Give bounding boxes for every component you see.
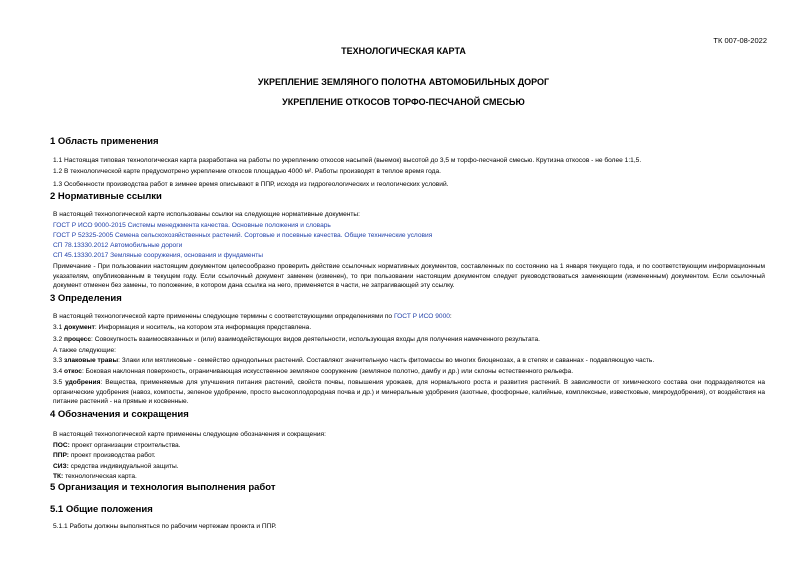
definition-text: : Вещества, применяемые для улучшения питания растений, свойств почвы, повышения урожаев, для нормального роста и развития растений. В зависимости от химического состава они подразделяются на органические удобрения (навоз, компосты, зеленое удобрение, просто высокоплодородная почва и др.) и минеральные удобрения (азотные, фосфорные, калийные, комплексные, известковые, микроудобрения), от воздействия на питание растений - на прямые и косвенные.: [53, 379, 765, 406]
definition-term: откос: [64, 368, 82, 375]
abbreviation-siz: [53, 462, 765, 472]
definition-document: [53, 323, 765, 333]
definition-term: процесс: [64, 336, 92, 343]
section-5-1-heading: 5.1 Общие положения: [50, 504, 153, 515]
section-5-heading: 5 Организация и технология выполнения работ: [50, 482, 276, 493]
definition-slope: [53, 367, 765, 377]
definition-process: [53, 335, 765, 345]
abbreviation-tk: [53, 472, 765, 482]
section-4-intro: В настоящей технологической карте применены следующие обозначения и сокращения:: [53, 431, 326, 438]
reference-link-gost-iso-9000[interactable]: ГОСТ Р ИСО 9000-2015 Системы менеджмента качества. Основные положения и словарь: [53, 222, 331, 229]
section-3-intro: В настоящей технологической карте применены следующие термины с соответствующими определениями по ГОСТ Р ИСО 9000:: [53, 313, 452, 320]
abbreviation-text: средства индивидуальной защиты.: [68, 463, 179, 470]
abbreviation-text: проект организации строительства.: [69, 442, 181, 449]
definition-text: : Информация и носитель, на котором эта информация представлена.: [94, 324, 312, 331]
section-2-heading: 2 Нормативные ссылки: [50, 191, 162, 202]
definition-text: : Злаки или мятликовые - семейство однодольных растений. Составляют значительную часть фитомассы во многих биоценозах, а в степях и саваннах - подавляющую часть.: [118, 357, 655, 364]
definition-number: 3.3: [53, 357, 63, 364]
definition-grasses: [53, 356, 765, 366]
reference-link-gost-52325[interactable]: ГОСТ Р 52325-2005 Семена сельскохозяйственных растений. Сортовые и посевные качества. Общие технические условия: [53, 232, 433, 239]
section-2-intro: В настоящей технологической карте использованы ссылки на следующие нормативные документы:: [53, 211, 360, 218]
definition-text: : Боковая наклонная поверхность, ограничивающая искусственное земляное сооружение (земляное полотно, дамбу и др.) или склоны естественного рельефа.: [81, 368, 574, 375]
reference-link-sp-78[interactable]: СП 78.13330.2012 Автомобильные дороги: [53, 242, 183, 249]
definition-number: 3.4: [53, 368, 63, 375]
definitions-also-label: А также следующие:: [53, 347, 117, 354]
abbreviation-term: СИЗ:: [53, 463, 69, 470]
section-4-heading: 4 Обозначения и сокращения: [50, 409, 189, 420]
definition-number: 3.5: [53, 379, 63, 386]
definition-number: 3.1: [53, 324, 63, 331]
abbreviation-pos: [53, 441, 765, 451]
definition-term: удобрения: [65, 379, 101, 386]
section-3-heading: 3 Определения: [50, 293, 122, 304]
document-subtitle-2: УКРЕПЛЕНИЕ ОТКОСОВ ТОРФО-ПЕСЧАНОЙ СМЕСЬЮ: [282, 97, 525, 107]
definition-term: злаковые травы: [64, 357, 119, 364]
section-1-paragraph-3: 1.3 Особенности производства работ в зимнее время описывают в ППР, исходя из гидрогеологических и геологических условий.: [53, 181, 449, 188]
definition-fertilizers: [53, 378, 765, 407]
abbreviation-term: ТК:: [53, 473, 64, 480]
abbreviation-term: ППР:: [53, 452, 69, 459]
section-1-paragraph-1: 1.1 Настоящая типовая технологическая карта разработана на работы по укреплению откосов насыпей (выемок) высотой до 3,5 м торфо-песчаной смесью. Крутизна откосов - не более 1:1,5.: [53, 157, 642, 164]
abbreviation-text: проект производства работ.: [69, 452, 156, 459]
abbreviation-ppr: [53, 451, 765, 461]
document-title: ТЕХНОЛОГИЧЕСКАЯ КАРТА: [341, 46, 466, 56]
section-5-paragraph-1: 5.1.1 Работы должны выполняться по рабочим чертежам проекта и ППР.: [53, 523, 277, 530]
definitions-source-link[interactable]: ГОСТ Р ИСО 9000: [393, 313, 450, 320]
definition-text: : Совокупность взаимосвязанных и (или) взаимодействующих видов деятельности, использующая входы для получения намеченного результата.: [91, 336, 540, 343]
definition-number: 3.2: [53, 336, 63, 343]
abbreviation-term: ПОС:: [53, 442, 70, 449]
document-code: ТК 007-08-2022: [713, 36, 767, 45]
definition-term: документ: [64, 324, 95, 331]
abbreviation-text: технологическая карта.: [63, 473, 137, 480]
section-3-intro-text: В настоящей технологической карте применены следующие термины с соответствующими определениями по: [53, 313, 393, 320]
document-subtitle-1: УКРЕПЛЕНИЕ ЗЕМЛЯНОГО ПОЛОТНА АВТОМОБИЛЬНЫХ ДОРОГ: [257, 77, 550, 87]
reference-link-sp-45[interactable]: СП 45.13330.2017 Земляные сооружения, основания и фундаменты: [53, 252, 263, 259]
section-2-note: Примечание - При пользовании настоящим документом целесообразно проверить действие ссылочных нормативных документов, составленных по состоянию на 1 января текущего года, и по соответствующим информационным указателям, опубликованным в текущем году. Если ссылочный документ заменен (изменен), то при пользовании настоящим документом следует руководствоваться заменяющим (измененным) документом. Если ссылочный документ отменен без замены, то положение, в котором дана ссылка на него, применяется в части, не затрагивающей эту ссылку.: [53, 263, 765, 290]
section-1-heading: 1 Область применения: [50, 136, 159, 147]
section-1-paragraph-2: 1.2 В технологической карте предусмотрено укрепление откосов площадью 4000 м². Работы производят в теплое время года.: [53, 168, 441, 175]
